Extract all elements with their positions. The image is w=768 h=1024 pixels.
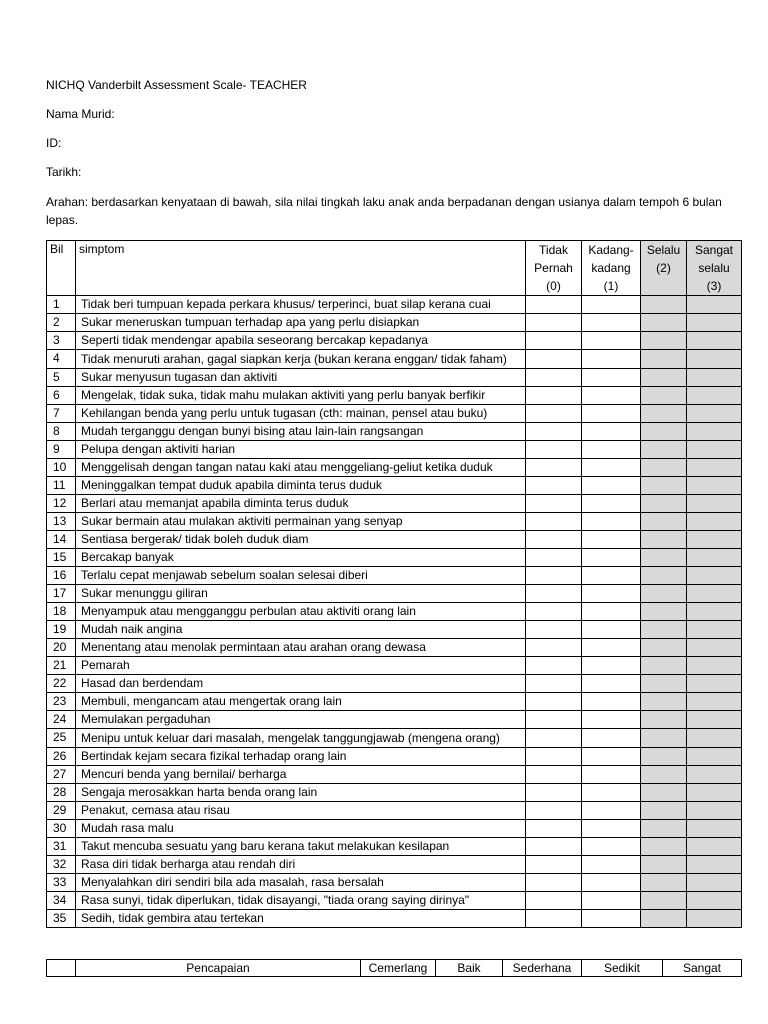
rating-cell-0[interactable] (526, 495, 582, 513)
rating-cell-3[interactable] (687, 314, 742, 332)
rating-cell-1[interactable] (582, 910, 641, 928)
table-row (47, 856, 742, 874)
row-number: 19 (47, 621, 76, 639)
rating-cell-1[interactable] (582, 549, 641, 567)
rating-cell-0[interactable] (526, 369, 582, 387)
row-number: 26 (47, 748, 76, 766)
row-number: 13 (47, 513, 76, 531)
rating-cell-3[interactable] (687, 657, 742, 675)
rating-cell-2[interactable] (641, 892, 687, 910)
rating-cell-2[interactable] (641, 459, 687, 477)
rating-cell-0[interactable] (526, 350, 582, 369)
rating-cell-1[interactable] (582, 820, 641, 838)
rating-cell-1[interactable] (582, 766, 641, 784)
rating-cell-1[interactable] (582, 405, 641, 423)
rating-cell-0[interactable] (526, 802, 582, 820)
rating-cell-1[interactable] (582, 477, 641, 495)
row-symptom: Memulakan pergaduhan (76, 711, 526, 729)
row-number: 20 (47, 639, 76, 657)
rating-cell-2[interactable] (641, 549, 687, 567)
rating-cell-0[interactable] (526, 585, 582, 603)
row-symptom: Berlari atau memanjat apabila diminta terus duduk (76, 495, 526, 513)
rating-cell-3[interactable] (687, 405, 742, 423)
table-row (47, 603, 742, 621)
rating-cell-2[interactable] (641, 369, 687, 387)
rating-cell-1[interactable] (582, 784, 641, 802)
table-row (47, 766, 742, 784)
rating-cell-2[interactable] (641, 405, 687, 423)
level-sangat: Sangat (663, 960, 742, 977)
rating-cell-1[interactable] (582, 621, 641, 639)
rating-cell-2[interactable] (641, 314, 687, 332)
rating-cell-3[interactable] (687, 729, 742, 748)
rating-cell-2[interactable] (641, 350, 687, 369)
table-row (47, 748, 742, 766)
table-row (47, 513, 742, 531)
rating-cell-0[interactable] (526, 711, 582, 729)
rating-cell-1[interactable] (582, 892, 641, 910)
field-id: ID: (46, 136, 62, 150)
rating-cell-1[interactable] (582, 567, 641, 585)
row-symptom: Sedih, tidak gembira atau tertekan (76, 910, 526, 928)
table-row (47, 549, 742, 567)
row-number: 35 (47, 910, 76, 928)
rating-cell-0[interactable] (526, 892, 582, 910)
rating-cell-1[interactable] (582, 531, 641, 549)
table-row (47, 423, 742, 441)
rating-cell-2[interactable] (641, 531, 687, 549)
rating-cell-1[interactable] (582, 369, 641, 387)
row-symptom: Menyalahkan diri sendiri bila ada masalah, rasa bersalah (76, 874, 526, 892)
rating-cell-3[interactable] (687, 567, 742, 585)
row-number: 28 (47, 784, 76, 802)
rating-cell-3[interactable] (687, 820, 742, 838)
row-symptom: Sukar menyusun tugasan dan aktiviti (76, 369, 526, 387)
rating-cell-3[interactable] (687, 423, 742, 441)
rating-cell-1[interactable] (582, 711, 641, 729)
row-symptom: Mudah terganggu dengan bunyi bising atau lain-lain rangsangan (76, 423, 526, 441)
row-number: 18 (47, 603, 76, 621)
rating-cell-0[interactable] (526, 621, 582, 639)
rating-cell-2[interactable] (641, 296, 687, 314)
row-number: 10 (47, 459, 76, 477)
rating-cell-3[interactable] (687, 332, 742, 350)
rating-cell-3[interactable] (687, 892, 742, 910)
rating-cell-1[interactable] (582, 296, 641, 314)
rating-cell-0[interactable] (526, 513, 582, 531)
rating-cell-2[interactable] (641, 585, 687, 603)
rating-cell-1[interactable] (582, 332, 641, 350)
rating-cell-1[interactable] (582, 350, 641, 369)
table-row (47, 441, 742, 459)
rating-cell-2[interactable] (641, 729, 687, 748)
table-row (47, 838, 742, 856)
row-symptom: Terlalu cepat menjawab sebelum soalan selesai diberi (76, 567, 526, 585)
table-header-row (47, 241, 742, 296)
row-symptom: Menipu untuk keluar dari masalah, mengelak tanggungjawab (mengena orang) (76, 729, 526, 748)
rating-cell-0[interactable] (526, 784, 582, 802)
table-row (47, 892, 742, 910)
rating-cell-1[interactable] (582, 585, 641, 603)
rating-cell-3[interactable] (687, 711, 742, 729)
rating-cell-0[interactable] (526, 549, 582, 567)
table-row (47, 477, 742, 495)
symptom-rows (47, 296, 742, 928)
rating-cell-0[interactable] (526, 838, 582, 856)
row-symptom: Tidak beri tumpuan kepada perkara khusus/ terperinci, buat silap kerana cuai (76, 296, 526, 314)
table-row (47, 910, 742, 928)
table-row (47, 495, 742, 513)
document-title: NICHQ Vanderbilt Assessment Scale- TEACHER (46, 78, 307, 92)
table-row (47, 369, 742, 387)
rating-cell-2[interactable] (641, 657, 687, 675)
pencapaian-table (46, 959, 742, 977)
level-baik: Baik (436, 960, 503, 977)
row-number: 29 (47, 802, 76, 820)
rating-cell-2[interactable] (641, 874, 687, 892)
row-symptom: Sengaja merosakkan harta benda orang lain (76, 784, 526, 802)
table-row (47, 675, 742, 693)
row-symptom: Menggelisah dengan tangan natau kaki atau menggeliang-geliut ketika duduk (76, 459, 526, 477)
row-number: 4 (47, 350, 76, 369)
col-header-bil: Bil (47, 241, 76, 296)
row-number: 16 (47, 567, 76, 585)
row-number: 27 (47, 766, 76, 784)
rating-cell-2[interactable] (641, 603, 687, 621)
rating-cell-1[interactable] (582, 459, 641, 477)
col-header-scale-3: Sangat selalu (3) (687, 241, 742, 296)
row-symptom: Mudah naik angina (76, 621, 526, 639)
rating-cell-0[interactable] (526, 387, 582, 405)
row-symptom: Sentiasa bergerak/ tidak boleh duduk diam (76, 531, 526, 549)
row-number: 11 (47, 477, 76, 495)
rating-cell-2[interactable] (641, 856, 687, 874)
rating-cell-0[interactable] (526, 423, 582, 441)
rating-cell-2[interactable] (641, 387, 687, 405)
rating-cell-1[interactable] (582, 856, 641, 874)
row-symptom: Sukar bermain atau mulakan aktiviti permainan yang senyap (76, 513, 526, 531)
table-row (47, 874, 742, 892)
field-tarikh: Tarikh: (46, 165, 82, 179)
row-number: 6 (47, 387, 76, 405)
rating-cell-1[interactable] (582, 657, 641, 675)
rating-cell-0[interactable] (526, 477, 582, 495)
row-number: 5 (47, 369, 76, 387)
rating-cell-2[interactable] (641, 766, 687, 784)
rating-cell-3[interactable] (687, 513, 742, 531)
rating-cell-3[interactable] (687, 639, 742, 657)
row-number: 24 (47, 711, 76, 729)
rating-cell-3[interactable] (687, 441, 742, 459)
rating-cell-3[interactable] (687, 693, 742, 711)
row-number: 31 (47, 838, 76, 856)
rating-cell-0[interactable] (526, 693, 582, 711)
pencapaian-row (47, 960, 742, 977)
table-row (47, 531, 742, 549)
rating-cell-1[interactable] (582, 513, 641, 531)
rating-cell-0[interactable] (526, 459, 582, 477)
rating-cell-2[interactable] (641, 711, 687, 729)
rating-cell-2[interactable] (641, 621, 687, 639)
rating-cell-1[interactable] (582, 441, 641, 459)
rating-cell-3[interactable] (687, 477, 742, 495)
rating-cell-1[interactable] (582, 729, 641, 748)
rating-cell-3[interactable] (687, 296, 742, 314)
rating-cell-1[interactable] (582, 639, 641, 657)
table-row (47, 639, 742, 657)
level-cemerlang: Cemerlang (361, 960, 436, 977)
rating-cell-1[interactable] (582, 838, 641, 856)
rating-cell-2[interactable] (641, 423, 687, 441)
rating-cell-3[interactable] (687, 387, 742, 405)
rating-cell-2[interactable] (641, 332, 687, 350)
row-number: 8 (47, 423, 76, 441)
rating-cell-1[interactable] (582, 693, 641, 711)
row-number: 30 (47, 820, 76, 838)
row-symptom: Sukar meneruskan tumpuan terhadap apa yang perlu disiapkan (76, 314, 526, 332)
row-number: 15 (47, 549, 76, 567)
rating-cell-0[interactable] (526, 675, 582, 693)
table-row (47, 729, 742, 748)
table-row (47, 387, 742, 405)
rating-cell-0[interactable] (526, 874, 582, 892)
rating-cell-0[interactable] (526, 567, 582, 585)
row-symptom: Menyampuk atau mengganggu perbulan atau aktiviti orang lain (76, 603, 526, 621)
table-row (47, 405, 742, 423)
table-row (47, 621, 742, 639)
rating-cell-3[interactable] (687, 802, 742, 820)
rating-cell-1[interactable] (582, 495, 641, 513)
col-header-scale-2: Selalu (2) (641, 241, 687, 296)
table-row (47, 567, 742, 585)
rating-cell-3[interactable] (687, 585, 742, 603)
rating-cell-3[interactable] (687, 784, 742, 802)
rating-cell-2[interactable] (641, 802, 687, 820)
row-number: 22 (47, 675, 76, 693)
instruction-text: Arahan: berdasarkan kenyataan di bawah, sila nilai tingkah laku anak anda berpadanan dengan usianya dalam tempoh 6 bulan lepas. (46, 195, 722, 227)
row-symptom: Seperti tidak mendengar apabila seseorang bercakap kepadanya (76, 332, 526, 350)
pencapaian-label: Pencapaian (76, 960, 361, 977)
row-number: 3 (47, 332, 76, 350)
rating-cell-1[interactable] (582, 748, 641, 766)
row-symptom: Mudah rasa malu (76, 820, 526, 838)
rating-cell-3[interactable] (687, 603, 742, 621)
rating-cell-3[interactable] (687, 838, 742, 856)
table-row (47, 459, 742, 477)
row-number: 7 (47, 405, 76, 423)
rating-cell-3[interactable] (687, 459, 742, 477)
rating-cell-3[interactable] (687, 675, 742, 693)
rating-cell-0[interactable] (526, 603, 582, 621)
row-number: 2 (47, 314, 76, 332)
table-row (47, 332, 742, 350)
rating-cell-3[interactable] (687, 369, 742, 387)
rating-cell-0[interactable] (526, 296, 582, 314)
row-number: 33 (47, 874, 76, 892)
row-number: 23 (47, 693, 76, 711)
table-row (47, 693, 742, 711)
table-row (47, 296, 742, 314)
row-number: 32 (47, 856, 76, 874)
rating-cell-0[interactable] (526, 332, 582, 350)
symptom-table (46, 240, 742, 928)
table-row (47, 711, 742, 729)
rating-cell-1[interactable] (582, 603, 641, 621)
row-number: 9 (47, 441, 76, 459)
rating-cell-2[interactable] (641, 693, 687, 711)
row-symptom: Menentang atau menolak permintaan atau arahan orang dewasa (76, 639, 526, 657)
rating-cell-3[interactable] (687, 495, 742, 513)
col-header-scale-0: Tidak Pernah (0) (526, 241, 582, 296)
rating-cell-3[interactable] (687, 910, 742, 928)
row-symptom: Meninggalkan tempat duduk apabila diminta terus duduk (76, 477, 526, 495)
row-number: 17 (47, 585, 76, 603)
row-symptom: Penakut, cemasa atau risau (76, 802, 526, 820)
rating-cell-3[interactable] (687, 874, 742, 892)
row-number: 1 (47, 296, 76, 314)
rating-cell-0[interactable] (526, 657, 582, 675)
rating-cell-0[interactable] (526, 639, 582, 657)
row-number: 21 (47, 657, 76, 675)
row-symptom: Sukar menunggu giliran (76, 585, 526, 603)
rating-cell-1[interactable] (582, 314, 641, 332)
row-symptom: Hasad dan berdendam (76, 675, 526, 693)
rating-cell-0[interactable] (526, 910, 582, 928)
rating-cell-0[interactable] (526, 314, 582, 332)
row-symptom: Kehilangan benda yang perlu untuk tugasan (cth: mainan, pensel atau buku) (76, 405, 526, 423)
rating-cell-1[interactable] (582, 387, 641, 405)
rating-cell-1[interactable] (582, 802, 641, 820)
rating-cell-2[interactable] (641, 748, 687, 766)
rating-cell-3[interactable] (687, 531, 742, 549)
table-row (47, 314, 742, 332)
row-symptom: Rasa sunyi, tidak diperlukan, tidak disayangi, "tiada orang saying dirinya" (76, 892, 526, 910)
level-sederhana: Sederhana (503, 960, 582, 977)
row-symptom: Pelupa dengan aktiviti harian (76, 441, 526, 459)
row-symptom: Takut mencuba sesuatu yang baru kerana takut melakukan kesilapan (76, 838, 526, 856)
rating-cell-0[interactable] (526, 766, 582, 784)
table-row (47, 820, 742, 838)
rating-cell-2[interactable] (641, 495, 687, 513)
row-number: 25 (47, 729, 76, 748)
rating-cell-3[interactable] (687, 748, 742, 766)
rating-cell-1[interactable] (582, 423, 641, 441)
rating-cell-2[interactable] (641, 567, 687, 585)
level-sedikit: Sedikit (582, 960, 663, 977)
row-symptom: Bercakap banyak (76, 549, 526, 567)
row-symptom: Mencuri benda yang bernilai/ berharga (76, 766, 526, 784)
row-symptom: Rasa diri tidak berharga atau rendah diri (76, 856, 526, 874)
rating-cell-3[interactable] (687, 766, 742, 784)
field-nama-murid: Nama Murid: (46, 107, 115, 121)
rating-cell-3[interactable] (687, 856, 742, 874)
rating-cell-3[interactable] (687, 549, 742, 567)
pencapaian-spacer (47, 960, 76, 977)
col-header-simptom: simptom (76, 241, 526, 296)
rating-cell-0[interactable] (526, 405, 582, 423)
col-header-scale-1: Kadang- kadang (1) (582, 241, 641, 296)
rating-cell-0[interactable] (526, 531, 582, 549)
rating-cell-3[interactable] (687, 621, 742, 639)
row-symptom: Membuli, mengancam atau mengertak orang lain (76, 693, 526, 711)
rating-cell-0[interactable] (526, 748, 582, 766)
table-row (47, 585, 742, 603)
table-row (47, 784, 742, 802)
row-number: 14 (47, 531, 76, 549)
rating-cell-2[interactable] (641, 838, 687, 856)
rating-cell-3[interactable] (687, 350, 742, 369)
rating-cell-2[interactable] (641, 441, 687, 459)
rating-cell-0[interactable] (526, 856, 582, 874)
table-row (47, 350, 742, 369)
table-row (47, 657, 742, 675)
rating-cell-2[interactable] (641, 639, 687, 657)
rating-cell-0[interactable] (526, 820, 582, 838)
rating-cell-2[interactable] (641, 675, 687, 693)
rating-cell-2[interactable] (641, 910, 687, 928)
row-symptom: Tidak menuruti arahan, gagal siapkan kerja (bukan kerana enggan/ tidak faham) (76, 350, 526, 369)
table-row (47, 802, 742, 820)
row-symptom: Bertindak kejam secara fizikal terhadap orang lain (76, 748, 526, 766)
row-symptom: Pemarah (76, 657, 526, 675)
rating-cell-2[interactable] (641, 784, 687, 802)
row-number: 34 (47, 892, 76, 910)
row-symptom: Mengelak, tidak suka, tidak mahu mulakan aktiviti yang perlu banyak berfikir (76, 387, 526, 405)
rating-cell-0[interactable] (526, 441, 582, 459)
rating-cell-2[interactable] (641, 477, 687, 495)
rating-cell-1[interactable] (582, 675, 641, 693)
row-number: 12 (47, 495, 76, 513)
rating-cell-0[interactable] (526, 729, 582, 748)
rating-cell-2[interactable] (641, 820, 687, 838)
rating-cell-1[interactable] (582, 874, 641, 892)
rating-cell-2[interactable] (641, 513, 687, 531)
